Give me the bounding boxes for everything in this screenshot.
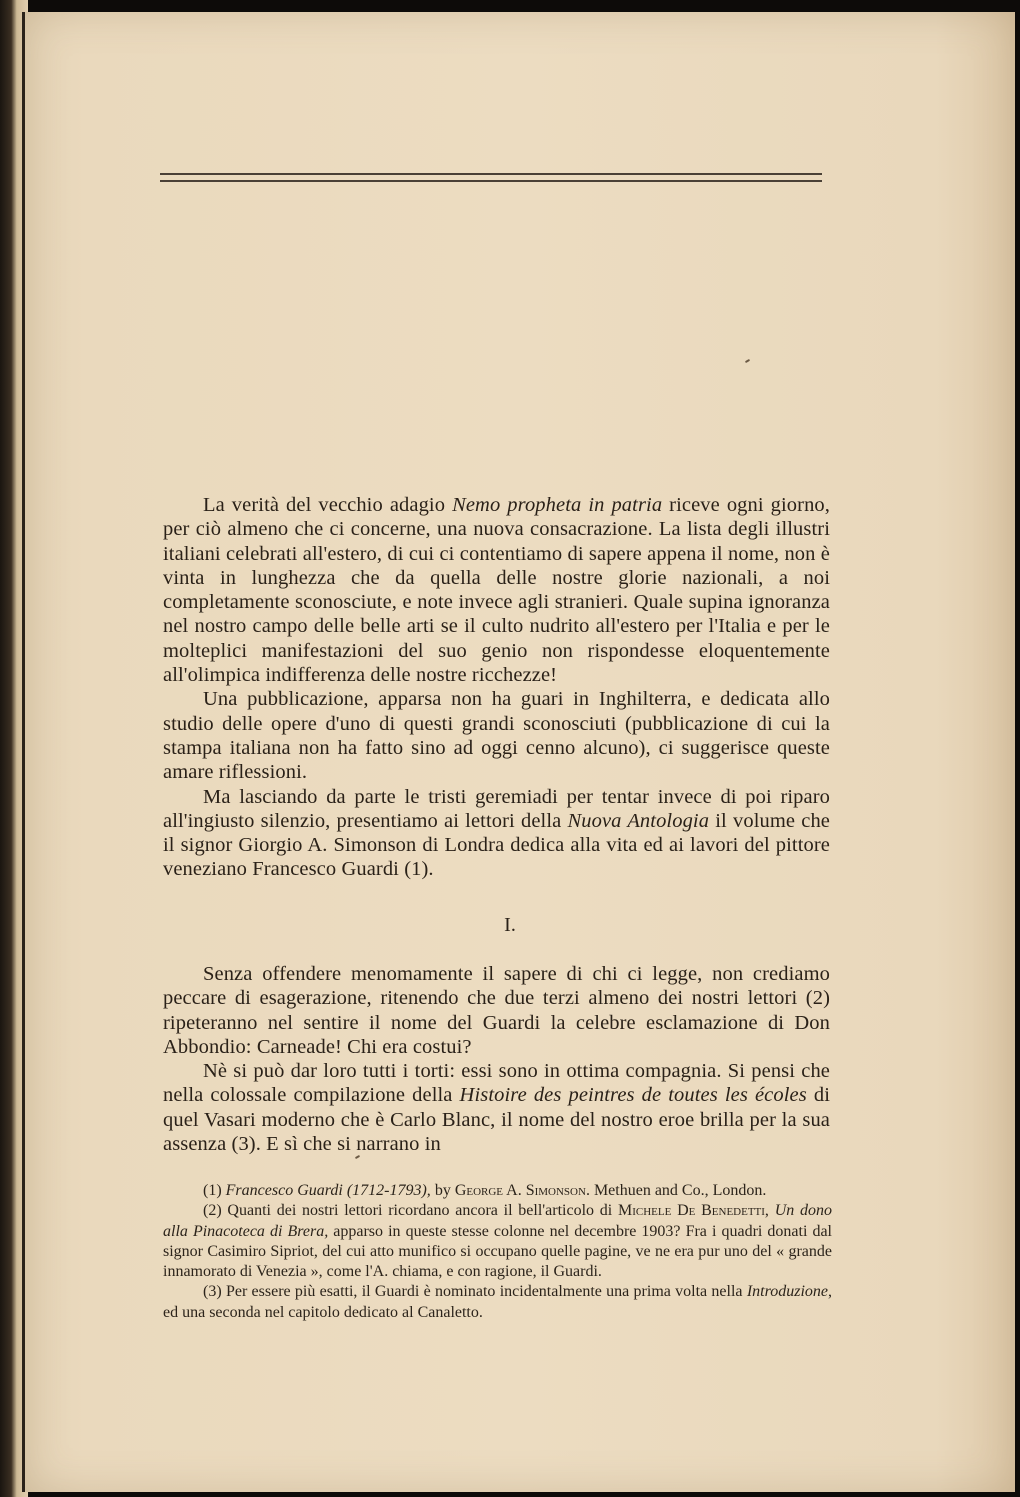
header-rule-top [160,173,822,175]
article-body-section-1 [163,962,830,1156]
paragraph-3: Ma lasciando da parte le tristi geremiadi per tentar invece di poi riparo all'ingiusto silenzio, presentiamo ai lettori della Nuova Antologia il volume che il signor Giorgio A. Simonson di Londra dedica alla vita ed ai lavori del pittore veneziano Francesco Guardi (1). [163,785,830,881]
article-body [163,493,830,882]
paragraph-4: Senza offendere menomamente il sapere di chi ci legge, non crediamo peccare di esagerazione, ritenendo che due terzi almeno dei nostri lettori (2) ripeteranno nel sentire il nome del Guardi la celebre esclamazione di Don Abbondio: Carneade! Chi era costui? [163,963,830,1058]
footnotes [163,1181,832,1323]
paragraph-5: Nè si può dar loro tutti i torti: essi sono in ottima compagnia. Si pensi che nella colossale compilazione della Histoire des peintres de toutes les écoles di quel Vasari moderno che è Carlo Blanc, il nome del nostro eroe brilla per la sua assenza (3). E sì che si narrano in [163,1060,830,1156]
footnote-2: (2) Quanti dei nostri lettori ricordano ancora il bell'articolo di Michele De Benedetti, Un dono alla Pinacoteca di Brera, apparso in queste stesse colonne nel decembre 1903? Fra i quadri donati dal signor Casimiro Sipriot, del cui atto munifico si occupano quelle pagine, ve ne era pur uno del « grande innamorato di Venezia », come l'A. chiama, e con ragione, il Guardi. [163,1202,833,1281]
footnote-1: (1) Francesco Guardi (1712-1793), by George A. Simonson. Methuen and Co., London. [203,1182,767,1199]
footnote-3: (3) Per essere più esatti, il Guardi è nominato incidentalmente una prima volta nella Introduzione, ed una seconda nel capitolo dedicato al Canaletto. [163,1283,832,1321]
paragraph-2: Una pubblicazione, apparsa non ha guari in Inghilterra, e dedicata allo studio delle opere d'uno di questi grandi sconosciuti (pubblicazione di cui la stampa italiana non ha fatto sino ad oggi cenno alcuno), ci suggerisce queste amare riflessioni. [163,688,830,784]
section-heading: I. [504,914,516,936]
header-rule-bottom [160,180,822,182]
paragraph-1: La verità del vecchio adagio Nemo propheta in patria riceve ogni giorno, per ciò almeno che ci concerne, una nuova consacrazione. La lista degli illustri italiani celebrati all'estero, di cui ci contentiamo di sapere appena il nome, non è vinta in lunghezza che da quella delle nostre glorie nazionali, a noi completamente sconosciute, e note invece agli stranieri. Quale supina ignoranza nel nostro campo delle belle arti se il culto nudrito all'estero per l'Italia e per le molteplici manifestazioni del suo genio non rispondesse eloquentemente all'olimpica indifferenza delle nostre ricchezze! [163,494,831,687]
